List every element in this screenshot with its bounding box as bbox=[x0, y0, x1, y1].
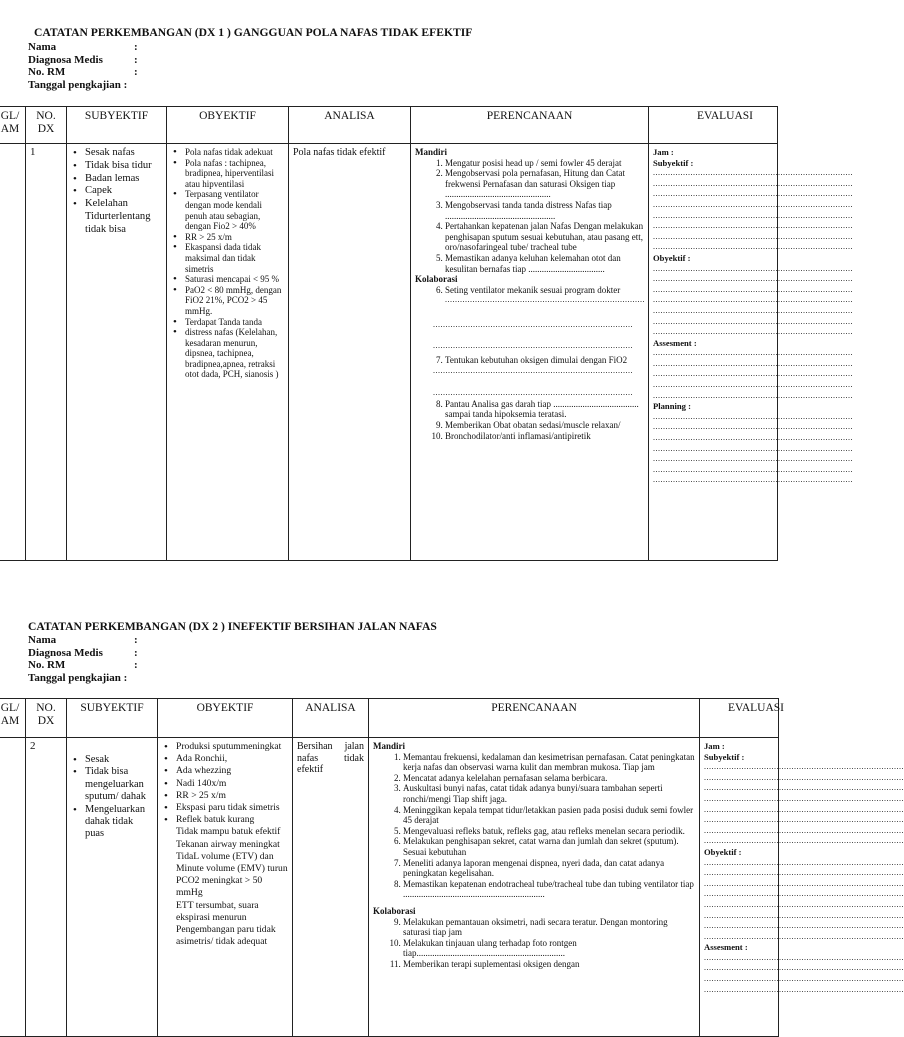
header-subyektif: SUBYEKTIF bbox=[66, 106, 167, 144]
cell-subyektif bbox=[66, 737, 158, 1037]
meta-sep: : bbox=[134, 646, 138, 659]
list-item: 4. Meninggikan kepala tempat tidur/letakkan pasien pada posisi duduk semi fowler 45 derajat bbox=[403, 805, 695, 826]
meta-row bbox=[28, 79, 138, 92]
list-item: • Capek bbox=[85, 185, 162, 198]
meta-row bbox=[28, 41, 138, 54]
meta-row bbox=[28, 647, 138, 660]
eval-subyektif: Subyektif : bbox=[653, 157, 694, 168]
cell-analisa: Bersihan jalan nafas tidak efektif bbox=[292, 737, 369, 1037]
dot-line: ................................................................................ bbox=[704, 804, 904, 814]
dot-line: ................................................................................ bbox=[653, 443, 853, 453]
eval-planning: Planning : bbox=[653, 401, 691, 412]
list-item: • Nadi 140x/m bbox=[176, 778, 288, 790]
list-item: • PaO2 < 80 mmHg, dengan FiO2 21%, PCO2 > 45 mmHg. bbox=[185, 285, 284, 317]
list-item: • Ada Ronchii, bbox=[176, 753, 288, 765]
mandiri-list bbox=[415, 158, 644, 275]
list-item: 2. Mengobservasi pola pernafasan, Hitung dan Catat frekwensi Pernafasan dan saturasi Oksigen tiap ............................................... bbox=[445, 168, 644, 200]
dot-line: ................................................................................ bbox=[704, 931, 904, 941]
eval-jam: Jam : bbox=[704, 741, 725, 751]
meta-row bbox=[28, 66, 138, 79]
list-item: 5. Memastikan adanya keluhan kelemahan otot dan kesulitan bernafas tiap .................................. bbox=[445, 253, 644, 274]
meta-label: Nama bbox=[28, 41, 57, 53]
obyektif-extra bbox=[162, 826, 288, 948]
meta-row bbox=[28, 634, 138, 647]
dot-line: ................................................................................ bbox=[433, 365, 633, 375]
list-item: Pengembangan paru tidak asimetris/ tidak adequat bbox=[176, 924, 276, 948]
list-item: • Terdapat Tanda tanda bbox=[185, 317, 284, 328]
cell-obyektif bbox=[166, 143, 289, 561]
obyektif-list bbox=[162, 741, 288, 826]
list-item: 7. Tentukan kebutuhan oksigen dimulai dengan FiO2 bbox=[445, 355, 644, 366]
meta-label: No. RM bbox=[28, 659, 66, 672]
list-item: Tidak mampu batuk efektif bbox=[176, 826, 281, 838]
dot-line: ................................................................................ bbox=[653, 327, 853, 337]
kolaborasi-label: Kolaborasi bbox=[373, 905, 416, 916]
header-subyektif: SUBYEKTIF bbox=[66, 698, 158, 738]
header-perencanaan: PERENCANAAN bbox=[410, 106, 649, 144]
list-item: • Kelelahan Tidurterlentang tidak bisa bbox=[85, 198, 162, 236]
list-item: • Ekspasi paru tidak simetris bbox=[176, 802, 288, 814]
dot-line: ................................................................................ bbox=[704, 952, 904, 962]
dot-line: ................................................................................ bbox=[653, 231, 853, 241]
eval-assesment: Assesment : bbox=[653, 337, 697, 348]
list-item: • Tidak bisa tidur bbox=[85, 160, 162, 173]
mandiri-label: Mandiri bbox=[373, 741, 406, 751]
dot-line: ................................................................................ bbox=[433, 319, 633, 329]
dot-line: ................................................................................ bbox=[704, 772, 904, 782]
eval-assesment: Assesment : bbox=[704, 942, 748, 953]
list-item: 3. Auskultasi bunyi nafas, catat tidak adanya bunyi/suara tambahan seperti ronchi/mengi Tiap shift jaga. bbox=[403, 783, 695, 804]
meta-sep: : bbox=[134, 53, 138, 66]
list-item: • RR > 25 x/m bbox=[176, 790, 288, 802]
dot-line: ................................................................................ bbox=[704, 889, 904, 899]
list-item: 1. Mengatur posisi head up / semi fowler 45 derajat bbox=[445, 158, 644, 169]
meta-label: Tanggal pengkajian : bbox=[28, 78, 128, 91]
dot-line: ................................................................................ bbox=[653, 454, 853, 464]
list-item: • Tidak bisa mengeluarkan sputum/ dahak bbox=[85, 766, 153, 803]
cell-no-dx: 1 bbox=[25, 143, 67, 561]
dot-line: ................................................................................ bbox=[653, 263, 853, 273]
dot-line: ................................................................................ bbox=[653, 475, 853, 485]
dot-line: ................................................................................ bbox=[653, 380, 853, 390]
subyektif-list bbox=[71, 754, 153, 841]
dot-line: ................................................................................ bbox=[653, 242, 853, 252]
header-no-dx: NO. DX bbox=[25, 106, 67, 144]
dot-line: ................................................................................ bbox=[704, 783, 904, 793]
list-item: ETT tersumbat, suara ekspirasi menurun bbox=[176, 899, 259, 923]
dot-line: ................................................................................ bbox=[704, 878, 904, 888]
kolaborasi-list bbox=[415, 399, 644, 441]
list-item: 4. Pertahankan kepatenan jalan Nafas Dengan melakukan penghisapan sputum sesuai kebutuhan, atau pasang ett, oro/nasofaringeal tube/ tracheal tube bbox=[445, 221, 644, 253]
dot-line: ................................................................................ bbox=[704, 868, 904, 878]
header-tgl: GL/ AM bbox=[0, 106, 26, 144]
dot-line: ................................................................................ bbox=[653, 422, 853, 432]
list-item: • RR > 25 x/m bbox=[185, 232, 284, 243]
cell-subyektif bbox=[66, 143, 167, 561]
header-analisa: ANALISA bbox=[288, 106, 411, 144]
kolaborasi-list bbox=[415, 355, 644, 366]
cell-perencanaan bbox=[410, 143, 649, 561]
list-item: 11. Memberikan terapi suplementasi oksigen dengan bbox=[403, 959, 695, 970]
dot-line: ................................................................................ bbox=[653, 210, 853, 220]
meta-row bbox=[28, 672, 138, 685]
list-item: • Sesak bbox=[85, 754, 153, 766]
list-item: • Reflek batuk kurang bbox=[176, 814, 288, 826]
list-item: TidaL volume (ETV) dan Minute volume (EMV) turun bbox=[176, 850, 288, 875]
list-item: 6. Seting ventilator mekanik sesuai program dokter bbox=[445, 285, 644, 296]
patient-info bbox=[28, 634, 138, 684]
dot-line: ................................................................................ bbox=[704, 815, 904, 825]
cell-no-dx: 2 bbox=[25, 737, 67, 1037]
section-dx2 bbox=[0, 614, 904, 1024]
eval-obyektif: Obyektif : bbox=[704, 846, 742, 857]
meta-sep: : bbox=[134, 634, 138, 646]
header-perencanaan: PERENCANAAN bbox=[368, 698, 700, 738]
mandiri-label: Mandiri bbox=[415, 147, 448, 157]
dot-line: ................................................................................ bbox=[433, 340, 633, 350]
page-title: CATATAN PERKEMBANGAN (DX 1 ) GANGGUAN POLA NAFAS TIDAK EFEKTIF bbox=[34, 26, 473, 39]
dot-line: ................................................................................ bbox=[704, 963, 904, 973]
kolaborasi-list bbox=[373, 917, 695, 970]
meta-row bbox=[28, 659, 138, 672]
dot-line: ................................................................................ bbox=[653, 274, 853, 284]
list-item: • Ekaspansi dada tidak maksimal dan tidak simetris bbox=[185, 242, 284, 274]
list-item: • Ada whezzing bbox=[176, 765, 288, 777]
dot-line: ................................................................................ bbox=[653, 464, 853, 474]
list-item: 5. Mengevaluasi refleks batuk, refleks gag, atau refleks menelan secara periodik. bbox=[403, 826, 695, 837]
header-obyektif: OBYEKTIF bbox=[166, 106, 289, 144]
list-item: 1. Memantau frekuensi, kedalaman dan kesimetrisan pernafasan. Catat peningkatan kerja nafas dan observasi warna kulit dan membran mukosa. Tiap jam bbox=[403, 752, 695, 773]
list-item: • Badan lemas bbox=[85, 173, 162, 186]
patient-info bbox=[28, 41, 138, 91]
dot-line: ................................................................................ bbox=[704, 984, 904, 994]
dot-line: ................................................................................ bbox=[653, 305, 853, 315]
dot-line: ................................................................................ bbox=[653, 284, 853, 294]
cell-analisa: Pola nafas tidak efektif bbox=[288, 143, 411, 561]
dot-line: ................................................................................ bbox=[653, 358, 853, 368]
list-item: 2. Mencatat adanya kelelahan pernafasan selama berbicara. bbox=[403, 773, 695, 784]
dot-line: ................................................................................ bbox=[704, 762, 904, 772]
subyektif-list bbox=[71, 147, 162, 237]
dot-line: ................................................................................ bbox=[704, 836, 904, 846]
dot-line: ................................................................................ bbox=[704, 910, 904, 920]
dot-line: ................................................................................ bbox=[653, 369, 853, 379]
dot-line: ................................................................................ bbox=[433, 388, 633, 398]
meta-sep: : bbox=[134, 41, 138, 53]
dot-line: ................................................................................ bbox=[653, 178, 853, 188]
list-item: 9. Memberikan Obat obatan sedasi/muscle relaxan/ bbox=[445, 420, 644, 431]
meta-label: Diagnosa Medis bbox=[28, 646, 103, 659]
meta-label: No. RM bbox=[28, 66, 66, 79]
dot-line: ................................................................................ bbox=[653, 295, 853, 305]
header-tgl: GL/ AM bbox=[0, 698, 26, 738]
dot-line: ................................................................................ bbox=[704, 899, 904, 909]
mandiri-list bbox=[373, 752, 695, 900]
page-title: CATATAN PERKEMBANGAN (DX 2 ) INEFEKTIF BERSIHAN JALAN NAFAS bbox=[28, 620, 437, 633]
list-item: 10. Melakukan tinjauan ulang terhadap foto rontgen tiap.................................................................. bbox=[403, 938, 695, 959]
dot-line: ................................................................................ bbox=[704, 793, 904, 803]
list-item: • Terpasang ventilator dengan mode kendali penuh atau sebagian, dengan Fio2 > 40% bbox=[185, 189, 284, 231]
list-item: • Pola nafas : tachipnea, bradipnea, hiperventilasi atau hipventilasi bbox=[185, 158, 284, 190]
cell-evaluasi bbox=[648, 143, 853, 561]
header-evaluasi: EVALUASI bbox=[648, 106, 778, 144]
list-item: • Sesak nafas bbox=[85, 147, 162, 160]
dot-line: ................................................................................ bbox=[653, 199, 853, 209]
list-item: • Pola nafas tidak adekuat bbox=[185, 147, 284, 158]
meta-row bbox=[28, 54, 138, 67]
dot-line: ................................................................................ bbox=[653, 390, 853, 400]
meta-label: Tanggal pengkajian : bbox=[28, 671, 128, 684]
eval-jam: Jam : bbox=[653, 147, 674, 157]
meta-sep: : bbox=[134, 66, 138, 79]
dot-line: ................................................................................ bbox=[653, 433, 853, 443]
list-item: 8. Pantau Analisa gas darah tiap ...................................... sampai tanda hipoksemia teratasi. bbox=[445, 399, 644, 420]
list-item: • Mengeluarkan dahak tidak puas bbox=[85, 804, 153, 841]
header-evaluasi: EVALUASI bbox=[699, 698, 779, 738]
eval-subyektif: Subyektif : bbox=[704, 751, 745, 762]
dot-line: ................................................................................ bbox=[653, 316, 853, 326]
dot-line: ................................................................................ bbox=[653, 189, 853, 199]
header-no-dx: NO. DX bbox=[25, 698, 67, 738]
list-item: 10. Bronchodilator/anti inflamasi/antipiretik bbox=[445, 431, 644, 442]
dot-line: ................................................................................ bbox=[704, 974, 904, 984]
cell-tgl bbox=[0, 737, 26, 1037]
dot-line: ................................................................................ bbox=[653, 348, 853, 358]
dot-line: ................................................................................ bbox=[653, 168, 853, 178]
eval-obyektif: Obyektif : bbox=[653, 252, 691, 263]
dot-line: ................................................................................ bbox=[653, 221, 853, 231]
meta-label: Diagnosa Medis bbox=[28, 53, 103, 66]
list-item: 6. Melakukan penghisapan sekret, catat warna dan jumlah dan sekret (sputum). Sesuai kebutuhan bbox=[403, 836, 695, 857]
list-item: 9. Melakukan pemantauan oksimetri, nadi secara teratur. Dengan montoring saturasi tiap jam bbox=[403, 917, 695, 938]
list-item: 7. Meneliti adanya laporan mengenai dispnea, nyeri dada, dan catat adanya peningkatan kegelisahan. bbox=[403, 858, 695, 879]
dot-line: ................................................................................ bbox=[704, 857, 904, 867]
list-item: 3. Mengobservasi tanda tanda distress Nafas tiap ................................................. bbox=[445, 200, 644, 221]
meta-sep: : bbox=[134, 659, 138, 672]
kolaborasi-list bbox=[415, 285, 644, 296]
list-item: • Saturasi mencapai < 95 % bbox=[185, 274, 284, 285]
dot-line: ................................................................................ bbox=[653, 411, 853, 421]
kolaborasi-label: Kolaborasi bbox=[415, 274, 458, 285]
list-item: 8. Memastikan kepatenan endotracheal tube/tracheal tube dan tubing ventilator tiap ............................................................... bbox=[403, 879, 695, 900]
list-item: PCO2 meningkat > 50 mmHg bbox=[176, 875, 263, 899]
list-item: Tekanan airway meningkat bbox=[176, 838, 280, 850]
dot-line: ................................................................................ bbox=[445, 295, 645, 305]
cell-perencanaan bbox=[368, 737, 700, 1037]
cell-obyektif bbox=[157, 737, 293, 1037]
header-obyektif: OBYEKTIF bbox=[157, 698, 293, 738]
dot-line: ................................................................................ bbox=[704, 825, 904, 835]
cell-tgl bbox=[0, 143, 26, 561]
meta-label: Nama bbox=[28, 634, 57, 646]
header-analisa: ANALISA bbox=[292, 698, 369, 738]
list-item: • distress nafas (Kelelahan, kesadaran menurun, dipsnea, tachipnea, bradipnea,apnea, retraksi otot dada, PCH, sianosis ) bbox=[185, 327, 284, 380]
cell-evaluasi bbox=[699, 737, 904, 1037]
dot-line: ................................................................................ bbox=[704, 921, 904, 931]
obyektif-list bbox=[171, 147, 284, 380]
list-item: • Produksi sputummeningkat bbox=[176, 741, 288, 753]
